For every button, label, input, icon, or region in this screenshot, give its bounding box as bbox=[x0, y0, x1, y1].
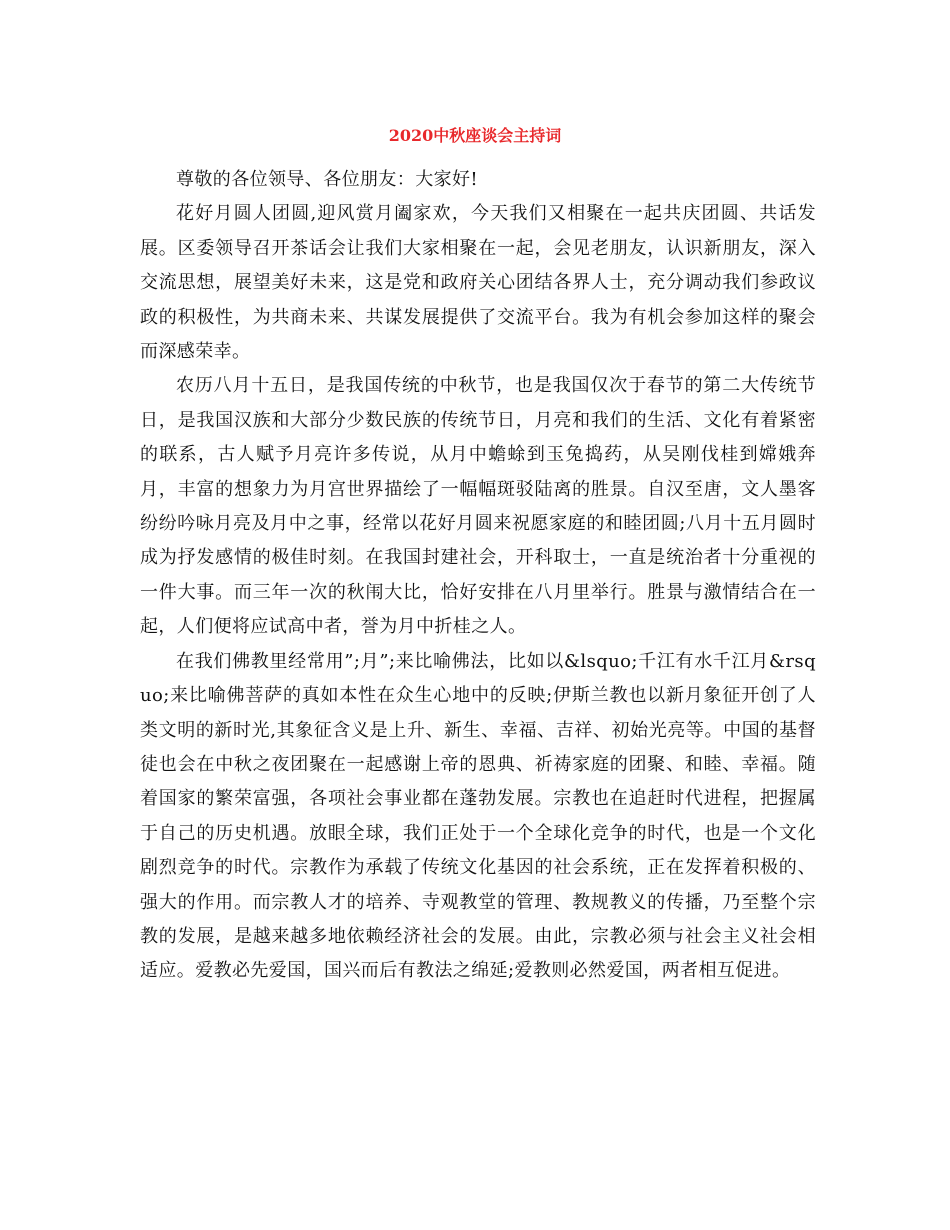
document-title: 2020中秋座谈会主持词 bbox=[388, 126, 562, 145]
paragraph-mid-autumn-history: 农历八月十五日，是我国传统的中秋节，也是我国仅次于春节的第二大传统节日，是我国汉族和大部分少数民族的传统节日，月亮和我们的生活、文化有着紧密的联系，古人赋予月亮许多传说，从月中蟾蜍到玉兔捣药，从吴刚伐桂到嫦娥奔月，丰富的想象力为月宫世界描绘了一幅幅斑驳陆离的胜景。自汉至唐，文人墨客纷纷吟咏月亮及月中之事，经常以花好月圆来祝愿家庭的和睦团圆;八月十五月圆时成为抒发感情的极佳时刻。在我国封建社会，开科取士，一直是统治者十分重视的一件大事。而三年一次的秋闱大比，恰好安排在八月里举行。胜景与激情结合在一起，人们便将应试高中者，誉为月中折桂之人。 bbox=[140, 375, 816, 638]
document-body bbox=[140, 163, 816, 989]
paragraph-religion: 在我们佛教里经常用”;月”;来比喻佛法，比如以&lsquo;千江有水千江月&rsquo;来比喻佛菩萨的真如本性在众生心地中的反映;伊斯兰教也以新月象征开创了人类文明的新时光,其象征含义是上升、新生、幸福、吉祥、初始光亮等。中国的基督徒也会在中秋之夜团聚在一起感谢上帝的恩典、祈祷家庭的团聚、和睦、幸福。随着国家的繁荣富强，各项社会事业都在蓬勃发展。宗教也在追赶时代进程，把握属于自己的历史机遇。放眼全球，我们正处于一个全球化竞争的时代，也是一个文化剧烈竞争的时代。宗教作为承载了传统文化基因的社会系统，正在发挥着积极的、强大的作用。而宗教人才的培养、寺观教堂的管理、教规教义的传播，乃至整个宗教的发展，是越来越多地依赖经济社会的发展。由此，宗教必须与社会主义社会相适应。爱教必先爱国，国兴而后有教法之绵延;爱教则必然爱国，两者相互促进。 bbox=[140, 650, 816, 982]
paragraph-greeting: 尊敬的各位领导、各位朋友：大家好! bbox=[176, 169, 479, 190]
paragraph-opening: 花好月圆人团圆,迎风赏月阖家欢，今天我们又相聚在一起共庆团圆、共话发展。区委领导召开茶话会让我们大家相聚在一起，会见老朋友，认识新朋友，深入交流思想，展望美好未来，这是党和政府关心团结各界人士，充分调动我们参政议政的积极性，为共商未来、共谋发展提供了交流平台。我为有机会参加这样的聚会而深感荣幸。 bbox=[140, 203, 816, 363]
